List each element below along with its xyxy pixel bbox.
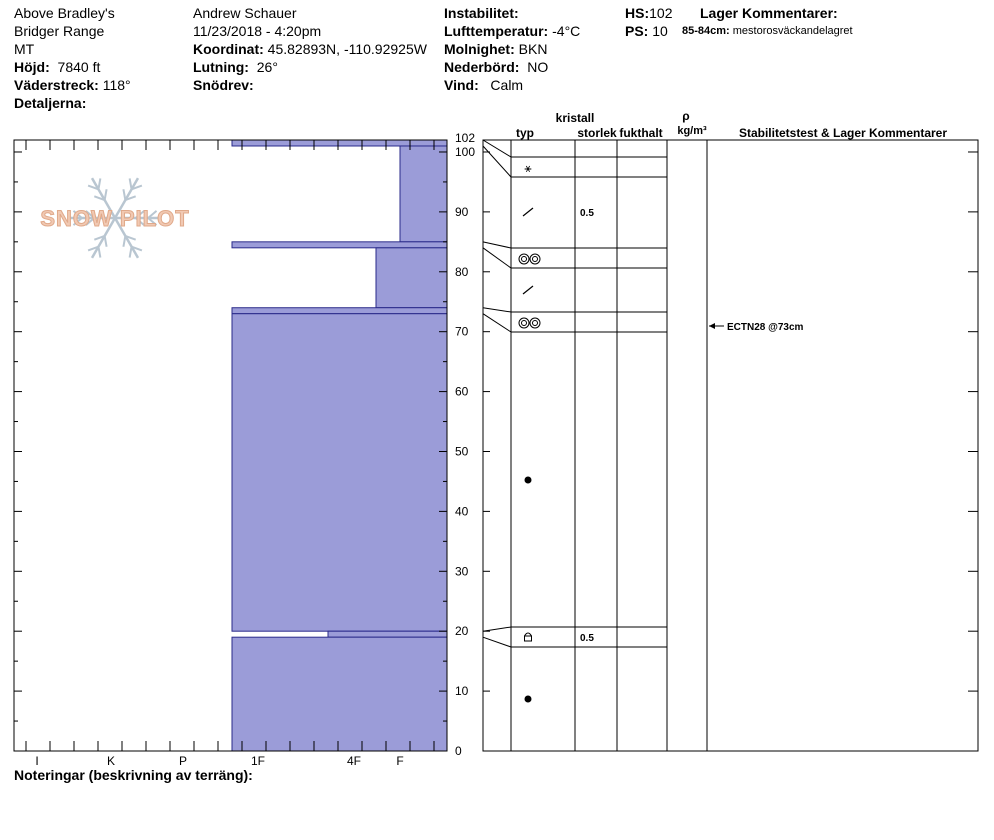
grain-melt-freeze-icon bbox=[519, 254, 529, 264]
layer-connector bbox=[483, 248, 511, 268]
snowflake-branch bbox=[98, 178, 100, 189]
layer-comment-range: 85-84cm: bbox=[682, 25, 730, 37]
layer-connector bbox=[483, 314, 511, 332]
snowflake-branch bbox=[130, 247, 132, 258]
grain-rounded-icon bbox=[525, 477, 532, 484]
hardness-label: I bbox=[35, 754, 39, 768]
snowflake-branch bbox=[98, 247, 100, 258]
range: Bridger Range bbox=[14, 23, 105, 39]
coord-label: Koordinat: bbox=[193, 41, 264, 57]
hardness-layer bbox=[376, 248, 447, 308]
hardness-layer bbox=[232, 140, 447, 146]
hardness-layer bbox=[232, 308, 447, 314]
depth-tick-label: 70 bbox=[455, 324, 469, 339]
grain-rounded-icon bbox=[525, 696, 532, 703]
cloud-value: BKN bbox=[518, 41, 548, 57]
layer-connector bbox=[483, 627, 511, 631]
depth-tick-label: 80 bbox=[455, 264, 469, 279]
precip-label: Nederbörd: bbox=[444, 59, 520, 75]
slope-label: Lutning: bbox=[193, 59, 249, 75]
details-label: Detaljerna: bbox=[14, 95, 87, 111]
hardness-layer bbox=[232, 637, 447, 751]
hs-value: 102 bbox=[649, 5, 673, 21]
logo-text: SNOW PILOT bbox=[40, 206, 190, 231]
hs-tick-label: 102 bbox=[455, 131, 476, 145]
grain-size-label: 0.5 bbox=[580, 208, 594, 219]
depth-tick-label: 40 bbox=[455, 504, 469, 519]
grain-decomposing-icon bbox=[523, 286, 533, 294]
hardness-label: 1F bbox=[250, 754, 266, 768]
grain-precip-stellar-icon: ⚹ bbox=[524, 161, 532, 175]
aspect-label: Väderstreck: bbox=[14, 77, 99, 93]
elevation-value: 7840 ft bbox=[57, 59, 101, 75]
grain-melt-freeze-icon-inner bbox=[533, 321, 538, 326]
observation-datetime: 11/23/2018 - 4:20pm bbox=[193, 23, 322, 39]
layer-table-frame bbox=[483, 140, 978, 751]
density-symbol: ρ bbox=[682, 109, 690, 123]
grain-melt-freeze-icon bbox=[530, 318, 540, 328]
grain-melt-freeze-icon bbox=[519, 318, 529, 328]
depth-tick-label: 10 bbox=[455, 684, 469, 699]
grain-size-label: 0.5 bbox=[580, 633, 594, 644]
aspect-value: 118° bbox=[102, 77, 131, 93]
notes-label: Noteringar (beskrivning av terräng): bbox=[14, 767, 253, 783]
depth-tick-label: 0 bbox=[455, 744, 462, 758]
grain-melt-freeze-icon-inner bbox=[522, 321, 527, 326]
hardness-layer bbox=[328, 631, 447, 637]
airtemp-label: Lufttemperatur: bbox=[444, 23, 549, 39]
layer-comments-title-text: Lager Kommentarer: bbox=[700, 5, 838, 21]
snowflake-branch bbox=[105, 236, 107, 247]
depth-tick-label: 20 bbox=[455, 624, 469, 639]
hardness-label: K bbox=[106, 754, 116, 768]
hardness-layer bbox=[400, 146, 447, 242]
stability-test-label: ECTN28 @73cm bbox=[727, 322, 804, 333]
snowflake-branch bbox=[123, 236, 125, 247]
stability-arrow-icon bbox=[709, 323, 715, 329]
ps-label: PS: bbox=[625, 23, 649, 39]
airtemp-value: -4°C bbox=[552, 23, 581, 39]
layer-connector bbox=[483, 146, 511, 177]
grain-decomposing-icon bbox=[523, 208, 533, 216]
wind-label: Vind: bbox=[444, 77, 479, 93]
location: Above Bradley's bbox=[14, 5, 115, 21]
snowflake-branch bbox=[105, 189, 107, 200]
grain-faceted-rounded-icon bbox=[525, 636, 532, 641]
moisture-header: fukthalt bbox=[619, 126, 663, 140]
type-header: typ bbox=[516, 126, 534, 140]
hardness-label: F bbox=[396, 754, 404, 768]
size-header: storlek bbox=[577, 126, 617, 140]
depth-tick-label: 30 bbox=[455, 564, 469, 579]
grain-melt-freeze-icon bbox=[530, 254, 540, 264]
layer-connector bbox=[483, 242, 511, 248]
layer-connector bbox=[483, 308, 511, 312]
grain-melt-freeze-icon-inner bbox=[533, 257, 538, 262]
wind-value: Calm bbox=[490, 77, 524, 93]
drift-label: Snödrev: bbox=[193, 77, 254, 93]
instability-label: Instabilitet: bbox=[444, 5, 519, 21]
hs-label: HS: bbox=[625, 5, 650, 21]
slope-value: 26° bbox=[256, 59, 278, 75]
depth-tick-label: 90 bbox=[455, 204, 469, 219]
hardness-label: 4F bbox=[346, 754, 362, 768]
hardness-layer bbox=[232, 314, 447, 631]
depth-tick-label: 100 bbox=[455, 144, 476, 159]
observer-name: Andrew Schauer bbox=[193, 5, 297, 21]
coord-value: 45.82893N, -110.92925W bbox=[267, 41, 427, 57]
layer-connector bbox=[483, 637, 511, 647]
notes-row bbox=[14, 766, 253, 784]
stability-header: Stabilitetstest & Lager Kommentarer bbox=[738, 126, 948, 140]
depth-tick-label: 60 bbox=[455, 384, 469, 399]
hardness-layer bbox=[232, 242, 447, 248]
density-unit: kg/m³ bbox=[677, 125, 707, 137]
hardness-label: P bbox=[178, 754, 188, 768]
layer-comment-text: mestorosväckandelagret bbox=[732, 25, 853, 37]
precip-value: NO bbox=[527, 59, 549, 75]
snowflake-branch bbox=[130, 178, 132, 189]
depth-tick-label: 50 bbox=[455, 444, 469, 459]
layer-connector bbox=[483, 140, 511, 157]
snowflake-branch bbox=[123, 189, 125, 200]
cloud-label: Molnighet: bbox=[444, 41, 515, 57]
crystal-header: kristall bbox=[555, 111, 595, 125]
ps-value: 10 bbox=[652, 23, 668, 39]
grain-melt-freeze-icon-inner bbox=[522, 257, 527, 262]
state: MT bbox=[14, 41, 35, 57]
elevation-label: Höjd: bbox=[14, 59, 50, 75]
